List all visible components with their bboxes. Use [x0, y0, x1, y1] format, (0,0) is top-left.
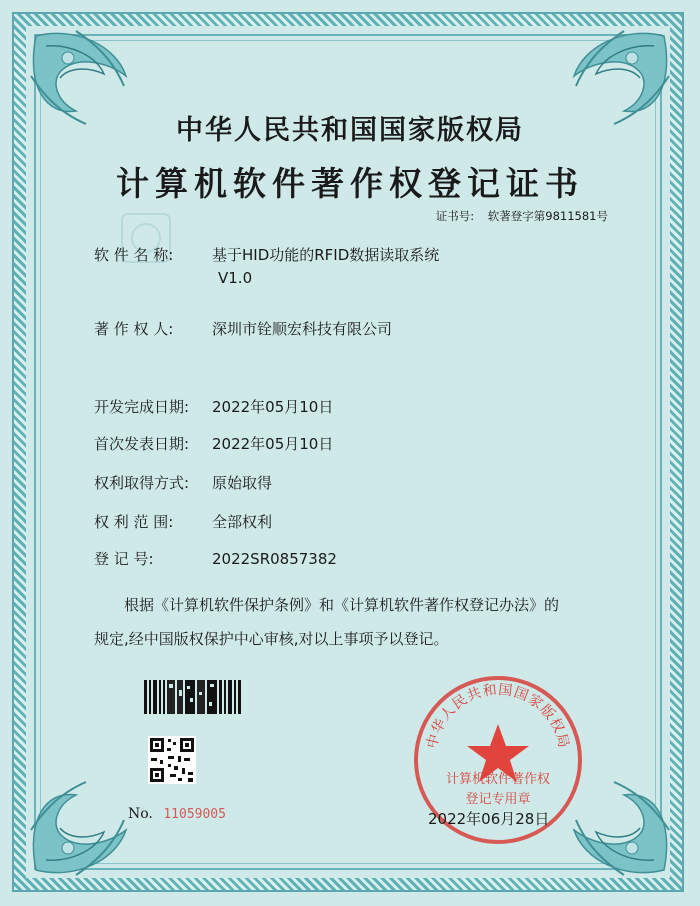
- field-label: 权 利 范 围:: [94, 513, 174, 531]
- serial-number: [128, 806, 226, 822]
- certificate-title: 计算机软件著作权登记证书: [116, 164, 584, 203]
- field-value-version: V1.0: [218, 269, 253, 287]
- statement-line-1: 根据《计算机软件保护条例》和《计算机软件著作权登记办法》的: [124, 596, 560, 614]
- seal-ring-text: 中华人民共和国国家版权局: [424, 682, 572, 751]
- field-value: 2022年05月10日: [212, 435, 334, 453]
- issue-date: 2022年06月28日: [428, 810, 550, 828]
- field-label: 首次发表日期:: [94, 435, 190, 453]
- field-value: 深圳市铨顺宏科技有限公司: [212, 320, 393, 338]
- field-publish-date: [94, 433, 333, 454]
- seal-line-1: 计算机软件著作权: [445, 772, 550, 787]
- field-label: 开发完成日期:: [94, 398, 190, 416]
- field-value: 基于HID功能的RFID数据读取系统: [212, 246, 440, 264]
- field-label: 权利取得方式:: [94, 474, 190, 492]
- field-rights-scope: [94, 511, 272, 532]
- certificate-number-value: 软著登字第9811581号: [487, 209, 608, 223]
- corner-ornament-bottom-left: [16, 770, 136, 890]
- field-label: 登 记 号:: [94, 550, 154, 568]
- statement-line-2: 规定,经中国版权保护中心审核,对以上事项予以登记。: [94, 630, 449, 648]
- field-copyright-owner: [94, 318, 392, 339]
- field-value: 全部权利: [212, 513, 273, 531]
- barcode-icon: [144, 680, 242, 714]
- qr-code-icon: [148, 736, 196, 784]
- issuing-authority: 中华人民共和国国家版权局: [176, 115, 524, 146]
- field-acquisition-method: [94, 472, 272, 493]
- field-label: 著 作 权 人:: [94, 320, 174, 338]
- seal-line-2: 登记专用章: [465, 792, 531, 807]
- serial-number-value: 11059005: [163, 807, 226, 822]
- field-completion-date: [94, 396, 333, 417]
- field-software-name: [94, 244, 439, 287]
- field-value: 2022年05月10日: [212, 398, 334, 416]
- field-registration-number: [94, 548, 337, 569]
- certificate-number-label: 证书号:: [435, 209, 475, 223]
- serial-number-label: No.: [128, 806, 153, 822]
- field-value: 2022SR0857382: [212, 550, 337, 568]
- field-value: 原始取得: [212, 474, 273, 492]
- field-label: 软 件 名 称:: [94, 246, 174, 264]
- statement-paragraph: [94, 588, 614, 656]
- certificate-number: [436, 208, 608, 224]
